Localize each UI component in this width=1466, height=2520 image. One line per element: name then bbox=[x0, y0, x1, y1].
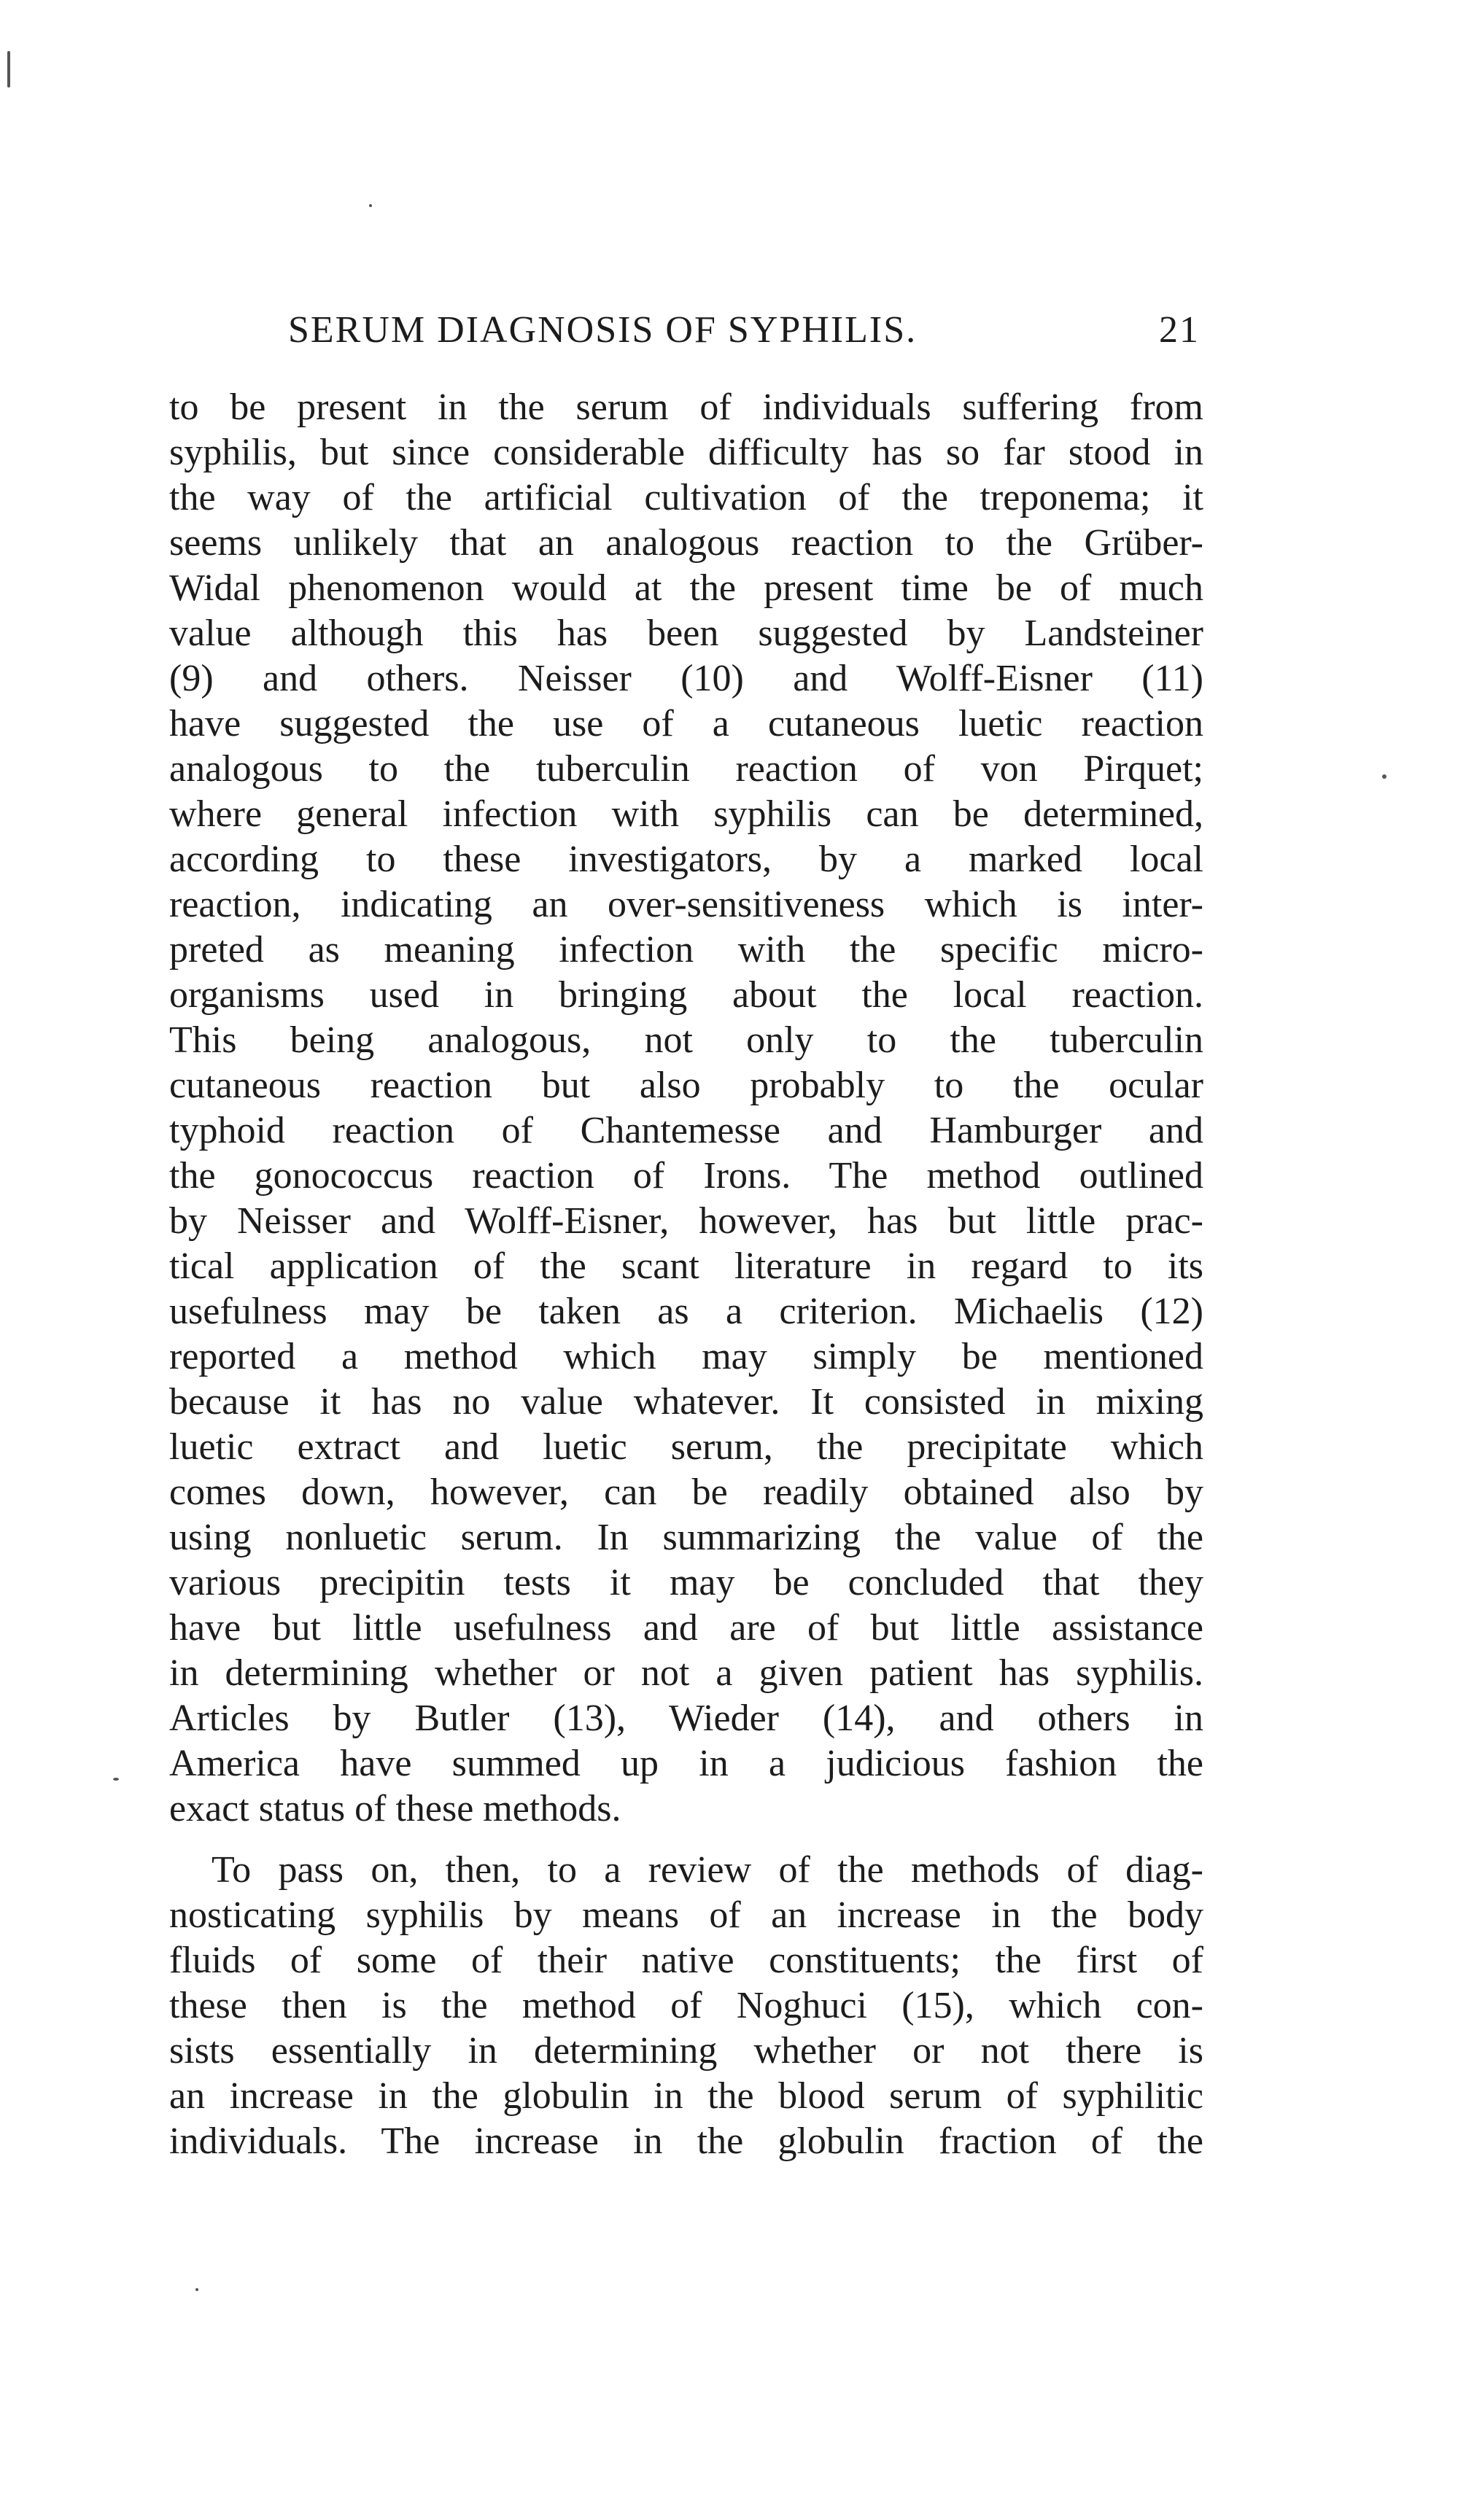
text-line: To pass on, then, to a review of the methods of diag- bbox=[212, 1849, 1203, 1891]
text-line: fluids of some of their native constituents; the first of bbox=[169, 1940, 1203, 1981]
scan-speck bbox=[195, 2288, 198, 2291]
text-line: typhoid reaction of Chantemesse and Hamburger and bbox=[169, 1110, 1203, 1151]
page-number: 21 bbox=[1159, 309, 1200, 351]
text-line: reported a method which may simply be mentioned bbox=[169, 1336, 1203, 1377]
text-line: the way of the artificial cultivation of the treponema; it bbox=[169, 477, 1203, 518]
text-line: America have summed up in a judicious fashion the bbox=[169, 1743, 1203, 1784]
text-line: using nonluetic serum. In summarizing the value of the bbox=[169, 1517, 1203, 1558]
text-line: according to these investigators, by a marked local bbox=[169, 839, 1203, 880]
text-line: to be present in the serum of individuals suffering from bbox=[169, 386, 1203, 428]
text-line: reaction, indicating an over-sensitiveness which is inter- bbox=[169, 884, 1203, 925]
text-line: because it has no value whatever. It consisted in mixing bbox=[169, 1381, 1203, 1423]
text-line: tical application of the scant literature in regard to its bbox=[169, 1245, 1203, 1287]
text-line: (9) and others. Neisser (10) and Wolff-Eisner (11) bbox=[169, 658, 1203, 699]
scan-speck bbox=[369, 204, 372, 207]
text-line: luetic extract and luetic serum, the precipitate which bbox=[169, 1426, 1203, 1468]
text-line: cutaneous reaction but also probably to the ocular bbox=[169, 1065, 1203, 1106]
text-line: these then is the method of Noghuci (15), which con- bbox=[169, 1985, 1203, 2026]
scan-speck bbox=[113, 1778, 119, 1781]
running-head bbox=[288, 305, 1200, 356]
text-line: the gonococcus reaction of Irons. The method outlined bbox=[169, 1155, 1203, 1197]
text-line: organisms used in bringing about the local reaction. bbox=[169, 974, 1203, 1016]
text-line: in determining whether or not a given patient has syphilis. bbox=[169, 1652, 1203, 1694]
scan-speck bbox=[7, 51, 10, 88]
text-line: syphilis, but since considerable difficulty has so far stood in bbox=[169, 432, 1203, 473]
text-line: exact status of these methods. bbox=[169, 1788, 621, 1829]
paragraph-1 bbox=[169, 385, 1203, 1832]
text-line: analogous to the tuberculin reaction of von Pirquet; bbox=[169, 748, 1203, 790]
text-line: various precipitin tests it may be concluded that they bbox=[169, 1562, 1203, 1603]
paragraph-2 bbox=[169, 1848, 1203, 2164]
text-line: seems unlikely that an analogous reaction to the Grüber- bbox=[169, 522, 1203, 564]
text-line: individuals. The increase in the globulin fraction of the bbox=[169, 2120, 1203, 2162]
body-text bbox=[169, 385, 1203, 2164]
text-line: Articles by Butler (13), Wieder (14), and others in bbox=[169, 1698, 1203, 1739]
text-line: usefulness may be taken as a criterion. Michaelis (12) bbox=[169, 1291, 1203, 1332]
text-line: by Neisser and Wolff-Eisner, however, has but little prac- bbox=[169, 1200, 1203, 1242]
scan-speck bbox=[1382, 774, 1387, 779]
text-line: have suggested the use of a cutaneous luetic reaction bbox=[169, 703, 1203, 744]
text-line: preted as meaning infection with the specific micro- bbox=[169, 929, 1203, 971]
text-line: value although this has been suggested by Landsteiner bbox=[169, 612, 1203, 654]
text-line: This being analogous, not only to the tuberculin bbox=[169, 1019, 1203, 1061]
text-line: Widal phenomenon would at the present time be of much bbox=[169, 567, 1203, 609]
text-line: where general infection with syphilis can be determined, bbox=[169, 793, 1203, 835]
text-line: comes down, however, can be readily obtained also by bbox=[169, 1471, 1203, 1513]
text-line: nosticating syphilis by means of an increase in the body bbox=[169, 1894, 1203, 1936]
running-title: SERUM DIAGNOSIS OF SYPHILIS. bbox=[288, 309, 918, 351]
text-line: sists essentially in determining whether or not there is bbox=[169, 2030, 1203, 2072]
text-line: an increase in the globulin in the blood serum of syphilitic bbox=[169, 2075, 1203, 2117]
text-line: have but little usefulness and are of but little assistance bbox=[169, 1607, 1203, 1649]
